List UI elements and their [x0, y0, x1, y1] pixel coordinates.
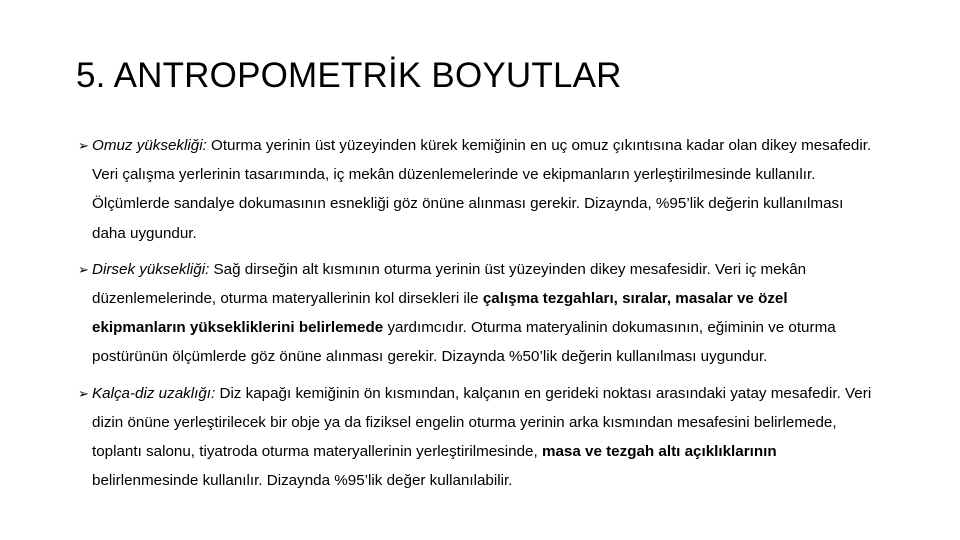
bullet-text: Sağ dirseğin alt kısmının oturma yerinin üst yüzeyinden dikey mesafesidir. Veri iç mekân düzenlemelerinde, oturma materyallerinin kol dirsekleri ile — [92, 260, 807, 308]
arrow-bullet-icon: ➢ — [78, 261, 89, 277]
bullet-hip-knee-distance — [78, 379, 878, 496]
slide-title: 5. ANTROPOMETRİK BOYUTLAR — [76, 56, 622, 95]
bullet-shoulder-height — [78, 131, 878, 248]
bullet-list — [78, 131, 878, 495]
bullet-text: Oturma yerinin üst yüzeyinden kürek kemiğinin en uç omuz çıkıntısına kadar olan dikey mesafedir. Veri çalışma yerlerinin tasarımında, iç mekân düzenlemelerinde ve ekipmanların yerleştirilmesinde kullanılır. Ölçümlerde sandalye dokumasının esnekliği göz önüne alınması gerekir. Dizaynda, %95’lik değerin kullanılması daha uygundur. — [92, 137, 872, 242]
bullet-elbow-height — [78, 255, 878, 372]
bullet-bold-text: masa ve tezgah altı açıklıklarının — [541, 443, 777, 461]
arrow-bullet-icon: ➢ — [78, 385, 89, 401]
bullet-term: Kalça-diz uzaklığı: — [92, 384, 216, 402]
bullet-term: Dirsek yüksekliği: — [92, 260, 210, 278]
bullet-bold-text: çalışma tezgahları, sıralar, masalar ve özel ekipmanların yüksekliklerini belirlemede — [92, 290, 788, 337]
bullet-text: Diz kapağı kemiğinin ön kısmından, kalçanın en gerideki noktası arasındaki yatay mesafedir. Veri dizin önüne yerleştirilecek bir obje ya da fiziksel engelin oturma yerinin arka kısmından mesafesini belirlemede, toplantı salonu, tiyatroda oturma materyallerinin yerleştirilmesinde, — [92, 384, 872, 461]
bullet-term: Omuz yüksekliği: — [92, 137, 207, 154]
bullet-text: belirlenmesinde kullanılır. Dizaynda %95’lik değer kullanılabilir. — [92, 472, 513, 490]
arrow-bullet-icon: ➢ — [78, 138, 89, 153]
bullet-text: yardımcıdır. Oturma materyalinin dokumasının, eğiminin ve oturma postürünün ölçümlerde göz önüne alınması gerekir. Dizaynda %50’lik değerin kullanılması uygundur. — [92, 319, 836, 366]
